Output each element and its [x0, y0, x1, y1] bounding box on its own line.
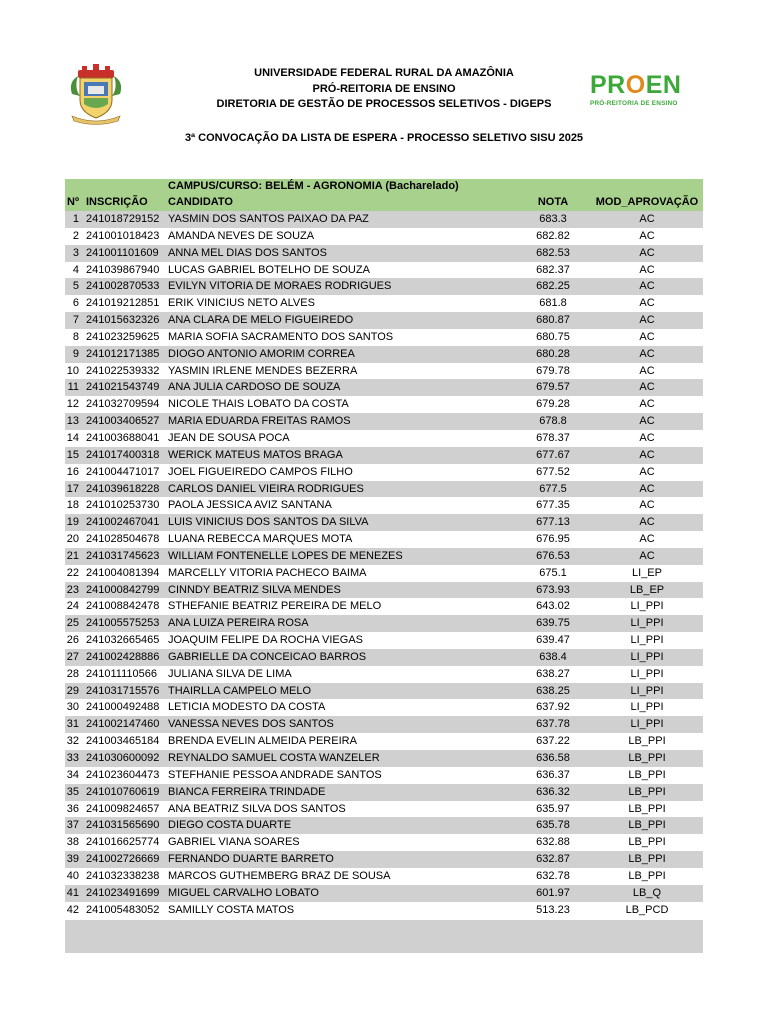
cell-inscricao: 241031565690: [86, 819, 160, 832]
cell-candidato: LETICIA MODESTO DA COSTA: [168, 701, 326, 714]
cell-mod-aprovacao: LB_PPI: [628, 836, 666, 849]
col-header-nota: NOTA: [537, 196, 569, 208]
table-row: [65, 262, 703, 279]
table-row: [65, 632, 703, 649]
table-row: [65, 817, 703, 834]
cell-inscricao: 241018729152: [86, 213, 160, 225]
cell-number: 39: [66, 853, 79, 866]
cell-candidato: WILLIAM FONTENELLE LOPES DE MENEZES: [168, 549, 403, 562]
cell-number: 5: [72, 280, 79, 293]
cell-number: 32: [66, 735, 79, 748]
table-row: [65, 413, 703, 430]
cell-number: 6: [72, 297, 79, 310]
cell-mod-aprovacao: AC: [639, 381, 655, 394]
cell-candidato: ANNA MEL DIAS DOS SANTOS: [168, 246, 327, 259]
cell-mod-aprovacao: AC: [639, 398, 655, 411]
cell-nota: 680.28: [536, 347, 570, 360]
cell-candidato: CINNDY BEATRIZ SILVA MENDES: [168, 583, 341, 596]
cell-mod-aprovacao: LB_PPI: [628, 802, 666, 815]
proen-logo: [590, 72, 700, 116]
table-row: [65, 767, 703, 784]
cell-mod-aprovacao: LI_PPI: [630, 667, 664, 680]
cell-number: 4: [72, 263, 79, 276]
cell-nota: 677.5: [539, 482, 567, 495]
cell-mod-aprovacao: LI_PPI: [630, 684, 664, 697]
table-row: [65, 582, 703, 599]
cell-nota: 638.27: [536, 667, 570, 680]
cell-nota: 601.97: [536, 886, 570, 899]
table-row: [65, 598, 703, 615]
cell-mod-aprovacao: AC: [639, 347, 655, 360]
cell-number: 12: [66, 398, 79, 411]
table-row: [65, 514, 703, 531]
cell-nota: 636.37: [536, 768, 570, 781]
cell-mod-aprovacao: AC: [639, 263, 655, 276]
cell-candidato: GABRIELLE DA CONCEICAO BARROS: [168, 650, 367, 663]
table-row: [65, 396, 703, 413]
cell-candidato: VANESSA NEVES DOS SANTOS: [168, 718, 334, 731]
table-row: [65, 699, 703, 716]
campus-course-label: CAMPUS/CURSO: BELÉM - AGRONOMIA (Bacharelado): [168, 180, 459, 192]
cell-number: 17: [66, 482, 79, 495]
cell-nota: 680.75: [536, 330, 570, 343]
cell-nota: 677.35: [536, 499, 570, 512]
cell-nota: 677.13: [536, 516, 570, 529]
university-crest-icon: [64, 64, 128, 126]
cell-mod-aprovacao: AC: [639, 415, 655, 428]
cell-candidato: REYNALDO SAMUEL COSTA WANZELER: [168, 752, 380, 764]
table-row: [65, 464, 703, 481]
cell-inscricao: 241001018423: [86, 229, 160, 242]
cell-inscricao: 241008842478: [86, 600, 160, 613]
cell-nota: 635.78: [536, 819, 570, 832]
cell-number: 18: [66, 499, 79, 512]
table-body: [65, 211, 703, 918]
cell-inscricao: 241005483052: [86, 903, 160, 916]
cell-candidato: SAMILLY COSTA MATOS: [168, 903, 295, 916]
table-row: [65, 615, 703, 632]
proen-logo-subtitle: PRÓ-REITORIA DE ENSINO: [590, 100, 678, 107]
cell-number: 31: [66, 718, 79, 731]
cell-mod-aprovacao: LB_PPI: [628, 768, 666, 781]
cell-mod-aprovacao: LB_PPI: [628, 752, 666, 764]
column-header-row: [65, 194, 703, 211]
cell-inscricao: 241009824657: [86, 802, 160, 815]
cell-nota: 682.53: [536, 246, 570, 259]
cell-inscricao: 241032709594: [86, 398, 160, 411]
table-row: [65, 885, 703, 902]
cell-nota: 678.8: [539, 415, 567, 428]
table-row: [65, 245, 703, 262]
col-header-candidato: CANDIDATO: [168, 196, 233, 208]
cell-nota: 632.87: [536, 853, 570, 866]
cell-inscricao: 241003688041: [86, 431, 160, 444]
cell-candidato: JEAN DE SOUSA POCA: [168, 431, 290, 444]
cell-number: 30: [66, 701, 79, 714]
cell-mod-aprovacao: AC: [639, 229, 655, 242]
cell-inscricao: 241022539332: [86, 364, 160, 377]
cell-nota: 683.3: [539, 213, 567, 225]
cell-number: 42: [66, 903, 79, 916]
cell-number: 7: [72, 314, 79, 327]
cell-mod-aprovacao: AC: [639, 516, 655, 529]
cell-number: 14: [66, 431, 79, 444]
table-row: [65, 363, 703, 380]
cell-nota: 673.93: [536, 583, 570, 596]
cell-mod-aprovacao: LB_PPI: [628, 785, 666, 798]
cell-inscricao: 241016625774: [86, 836, 160, 849]
cell-nota: 636.32: [536, 785, 570, 798]
cell-number: 24: [66, 600, 79, 613]
cell-number: 28: [66, 667, 79, 680]
cell-candidato: STEFHANIE PESSOA ANDRADE SANTOS: [168, 768, 382, 781]
cell-mod-aprovacao: AC: [639, 549, 655, 562]
cell-inscricao: 241010760619: [86, 785, 160, 798]
cell-candidato: YASMIN IRLENE MENDES BEZERRA: [168, 364, 358, 377]
cell-inscricao: 241010253730: [86, 499, 160, 512]
cell-candidato: STHEFANIE BEATRIZ PEREIRA DE MELO: [168, 600, 382, 613]
cell-candidato: ANA LUIZA PEREIRA ROSA: [168, 617, 309, 630]
cell-inscricao: 241028504678: [86, 533, 160, 546]
campus-header-row: [65, 179, 703, 194]
cell-number: 11: [67, 381, 79, 394]
col-header-mod-aprovacao: MOD_APROVAÇÃO: [595, 196, 699, 208]
cell-inscricao: 241000842799: [86, 583, 160, 596]
cell-number: 20: [66, 533, 79, 546]
cell-mod-aprovacao: AC: [639, 364, 655, 377]
cell-mod-aprovacao: AC: [639, 297, 655, 310]
table-footer-bar: [65, 920, 703, 953]
cell-candidato: THAIRLLA CAMPELO MELO: [168, 684, 312, 697]
table-row: [65, 851, 703, 868]
cell-mod-aprovacao: LB_EP: [629, 583, 665, 596]
cell-inscricao: 241000492488: [86, 701, 160, 714]
cell-nota: 682.25: [536, 280, 570, 293]
col-header-inscricao: INSCRIÇÃO: [86, 196, 148, 208]
cell-nota: 632.88: [536, 836, 570, 849]
cell-nota: 638.4: [539, 650, 567, 663]
cell-candidato: ANA JULIA CARDOSO DE SOUZA: [168, 381, 341, 394]
cell-mod-aprovacao: LI_PPI: [630, 634, 664, 647]
cell-number: 2: [72, 229, 79, 242]
cell-number: 10: [66, 364, 79, 377]
cell-number: 40: [66, 869, 79, 882]
cell-mod-aprovacao: AC: [639, 465, 655, 478]
cell-inscricao: 241039867940: [86, 263, 160, 276]
cell-inscricao: 241002870533: [86, 280, 160, 293]
cell-candidato: LUCAS GABRIEL BOTELHO DE SOUZA: [168, 263, 370, 276]
cell-candidato: LUANA REBECCA MARQUES MOTA: [168, 533, 353, 546]
cell-inscricao: 241030600092: [86, 752, 160, 764]
cell-inscricao: 241021543749: [86, 381, 160, 394]
cell-number: 27: [66, 650, 79, 663]
cell-candidato: JOEL FIGUEIREDO CAMPOS FILHO: [168, 465, 353, 478]
cell-number: 15: [66, 448, 79, 461]
table-row: [65, 750, 703, 767]
cell-mod-aprovacao: LB_PPI: [628, 735, 666, 748]
cell-candidato: WERICK MATEUS MATOS BRAGA: [168, 448, 343, 461]
cell-number: 25: [66, 617, 79, 630]
table-row: [65, 312, 703, 329]
cell-mod-aprovacao: LI_PPI: [630, 600, 664, 613]
cell-inscricao: 241004081394: [86, 566, 160, 579]
cell-candidato: ERIK VINICIUS NETO ALVES: [168, 297, 315, 310]
cell-number: 37: [66, 819, 79, 832]
table-row: [65, 834, 703, 851]
cell-nota: 632.78: [536, 869, 570, 882]
cell-number: 22: [66, 566, 79, 579]
cell-inscricao: 241032665465: [86, 634, 160, 647]
cell-mod-aprovacao: AC: [639, 533, 655, 546]
cell-mod-aprovacao: LB_PPI: [628, 819, 666, 832]
cell-candidato: EVILYN VITORIA DE MORAES RODRIGUES: [168, 280, 392, 293]
proen-logo-wordmark: PROEN: [590, 71, 682, 99]
table-row: [65, 379, 703, 396]
cell-mod-aprovacao: AC: [639, 314, 655, 327]
cell-candidato: NICOLE THAIS LOBATO DA COSTA: [168, 398, 349, 411]
cell-number: 35: [66, 785, 79, 798]
cell-nota: 638.25: [536, 684, 570, 697]
cell-number: 8: [72, 330, 79, 343]
cell-nota: 679.78: [536, 364, 570, 377]
cell-candidato: ANA CLARA DE MELO FIGUEIREDO: [168, 314, 354, 327]
cell-inscricao: 241005575253: [86, 617, 160, 630]
cell-nota: 639.47: [536, 634, 570, 647]
cell-inscricao: 241032338238: [86, 869, 160, 882]
table-row: [65, 346, 703, 363]
cell-number: 23: [66, 583, 79, 596]
cell-nota: 682.37: [536, 263, 570, 276]
cell-candidato: PAOLA JESSICA AVIZ SANTANA: [168, 499, 332, 512]
cell-number: 1: [72, 213, 79, 225]
cell-number: 26: [66, 634, 79, 647]
cell-inscricao: 241003406527: [86, 415, 160, 428]
cell-candidato: YASMIN DOS SANTOS PAIXAO DA PAZ: [168, 213, 369, 225]
results-table: [65, 179, 703, 953]
cell-candidato: FERNANDO DUARTE BARRETO: [168, 853, 334, 866]
table-row: [65, 683, 703, 700]
header-university: UNIVERSIDADE FEDERAL RURAL DA AMAZÔNIA: [254, 67, 514, 79]
table-row: [65, 278, 703, 295]
cell-mod-aprovacao: LI_EP: [632, 566, 662, 579]
table-row: [65, 565, 703, 582]
cell-mod-aprovacao: AC: [639, 499, 655, 512]
cell-inscricao: 241011110566: [86, 667, 157, 680]
cell-mod-aprovacao: LB_PPI: [628, 869, 666, 882]
cell-mod-aprovacao: LI_PPI: [630, 650, 664, 663]
cell-nota: 635.97: [536, 802, 570, 815]
cell-nota: 675.1: [539, 566, 567, 579]
cell-candidato: BIANCA FERREIRA TRINDADE: [168, 785, 326, 798]
cell-nota: 681.8: [539, 297, 567, 310]
cell-candidato: DIEGO COSTA DUARTE: [168, 819, 292, 832]
cell-candidato: AMANDA NEVES DE SOUZA: [168, 229, 315, 242]
table-row: [65, 447, 703, 464]
cell-candidato: JULIANA SILVA DE LIMA: [168, 667, 292, 680]
cell-nota: 643.02: [536, 600, 570, 613]
cell-nota: 637.22: [536, 735, 570, 748]
document-header: [150, 66, 618, 113]
cell-inscricao: 241017400318: [86, 448, 160, 461]
cell-inscricao: 241023491699: [86, 886, 160, 899]
cell-mod-aprovacao: AC: [639, 246, 655, 259]
document-subtitle: 3ª CONVOCAÇÃO DA LISTA DE ESPERA - PROCESSO SELETIVO SISU 2025: [184, 132, 584, 144]
cell-number: 34: [66, 768, 79, 781]
cell-candidato: MIGUEL CARVALHO LOBATO: [168, 886, 319, 899]
cell-candidato: MARCOS GUTHEMBERG BRAZ DE SOUSA: [168, 869, 391, 882]
cell-candidato: CARLOS DANIEL VIEIRA RODRIGUES: [168, 482, 364, 495]
table-row: [65, 481, 703, 498]
cell-number: 36: [66, 802, 79, 815]
cell-nota: 678.37: [536, 431, 570, 444]
cell-nota: 637.92: [536, 701, 570, 714]
table-row: [65, 430, 703, 447]
cell-nota: 637.78: [536, 718, 570, 731]
cell-inscricao: 241023604473: [86, 768, 160, 781]
table-row: [65, 801, 703, 818]
cell-candidato: LUIS VINICIUS DOS SANTOS DA SILVA: [168, 516, 369, 529]
cell-mod-aprovacao: LB_Q: [632, 886, 662, 899]
cell-inscricao: 241002428886: [86, 650, 160, 663]
cell-mod-aprovacao: AC: [639, 280, 655, 293]
cell-nota: 676.95: [536, 533, 570, 546]
cell-number: 21: [66, 549, 79, 562]
cell-mod-aprovacao: AC: [639, 431, 655, 444]
cell-inscricao: 241002467041: [86, 516, 160, 529]
cell-mod-aprovacao: AC: [639, 330, 655, 343]
cell-nota: 677.52: [536, 465, 570, 478]
cell-number: 16: [66, 465, 79, 478]
cell-number: 29: [66, 684, 79, 697]
cell-inscricao: 241001101609: [86, 246, 159, 259]
cell-candidato: ANA BEATRIZ SILVA DOS SANTOS: [168, 802, 346, 815]
cell-mod-aprovacao: AC: [639, 213, 655, 225]
cell-inscricao: 241031715576: [86, 684, 160, 697]
cell-mod-aprovacao: AC: [639, 482, 655, 495]
cell-candidato: BRENDA EVELIN ALMEIDA PEREIRA: [168, 735, 357, 748]
cell-inscricao: 241002147460: [86, 718, 160, 731]
table-row: [65, 868, 703, 885]
cell-number: 19: [66, 516, 79, 529]
cell-candidato: DIOGO ANTONIO AMORIM CORREA: [168, 347, 355, 360]
cell-nota: 676.53: [536, 549, 570, 562]
table-row: [65, 733, 703, 750]
cell-number: 33: [66, 752, 79, 764]
table-row: [65, 784, 703, 801]
table-row: [65, 716, 703, 733]
cell-mod-aprovacao: LB_PCD: [625, 903, 669, 916]
cell-inscricao: 241019212851: [86, 297, 160, 310]
table-row: [65, 329, 703, 346]
cell-nota: 679.57: [536, 381, 570, 394]
cell-mod-aprovacao: LI_PPI: [630, 701, 664, 714]
table-row: [65, 649, 703, 666]
cell-candidato: JOAQUIM FELIPE DA ROCHA VIEGAS: [168, 634, 363, 647]
cell-inscricao: 241023259625: [86, 330, 160, 343]
cell-inscricao: 241015632326: [86, 314, 160, 327]
cell-nota: 682.82: [536, 229, 570, 242]
cell-nota: 639.75: [536, 617, 570, 630]
cell-candidato: MARIA SOFIA SACRAMENTO DOS SANTOS: [168, 330, 394, 343]
cell-number: 3: [72, 246, 79, 259]
table-row: [65, 548, 703, 565]
table-row: [65, 531, 703, 548]
table-row: [65, 902, 703, 919]
cell-nota: 677.67: [536, 448, 570, 461]
cell-candidato: MARCELLY VITORIA PACHECO BAIMA: [168, 566, 367, 579]
cell-mod-aprovacao: LI_PPI: [630, 617, 664, 630]
header-diretoria: DIRETORIA DE GESTÃO DE PROCESSOS SELETIVOS - DIGEPS: [216, 98, 552, 110]
cell-nota: 680.87: [536, 314, 570, 327]
cell-inscricao: 241031745623: [86, 549, 160, 562]
cell-mod-aprovacao: AC: [639, 448, 655, 461]
cell-inscricao: 241012171385: [86, 347, 160, 360]
cell-inscricao: 241004471017: [86, 465, 160, 478]
cell-number: 38: [66, 836, 79, 849]
cell-mod-aprovacao: LB_PPI: [628, 853, 666, 866]
cell-nota: 679.28: [536, 398, 570, 411]
cell-nota: 513.23: [536, 903, 570, 916]
cell-number: 13: [66, 415, 79, 428]
table-row: [65, 211, 703, 228]
cell-nota: 636.58: [536, 752, 570, 764]
cell-number: 9: [72, 347, 79, 360]
cell-candidato: GABRIEL VIANA SOARES: [168, 836, 300, 849]
table-row: [65, 295, 703, 312]
table-row: [65, 666, 703, 683]
col-header-number: Nº: [67, 196, 79, 208]
cell-number: 41: [66, 886, 79, 899]
cell-mod-aprovacao: LI_PPI: [630, 718, 664, 731]
header-pro-reitoria: PRÓ-REITORIA DE ENSINO: [312, 82, 456, 95]
cell-inscricao: 241002726669: [86, 853, 160, 866]
table-row: [65, 497, 703, 514]
cell-inscricao: 241039618228: [86, 482, 160, 495]
cell-inscricao: 241003465184: [86, 735, 160, 748]
table-row: [65, 228, 703, 245]
cell-candidato: MARIA EDUARDA FREITAS RAMOS: [168, 415, 351, 428]
